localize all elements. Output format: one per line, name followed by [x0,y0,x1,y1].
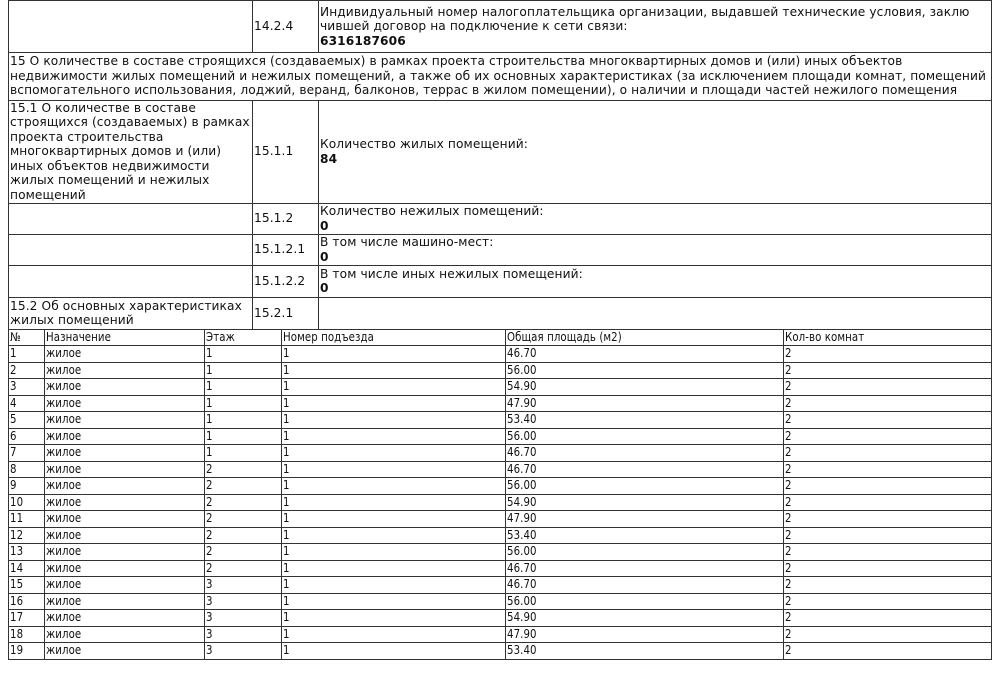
table-row [9,494,992,511]
empty-cell [9,265,253,297]
cell-rooms: 2 [784,544,992,561]
cell-number: 11 [9,511,45,528]
header-floor: Этаж [205,329,282,346]
cell-area: 56.00 [506,428,784,445]
row-15-1-1 [9,100,992,203]
item-label: В том числе иных нежилых помещений: [320,266,583,281]
cell-rooms: 2 [784,643,992,660]
declaration-table [8,0,992,330]
cell-number: 9 [9,478,45,495]
item-label: Индивидуальный номер налогоплательщика организации, выдавшей технические условия, заклю чившей договор на подключение к сети связи: [320,4,970,34]
cell-floor: 3 [205,626,282,643]
cell-area: 46.70 [506,560,784,577]
cell-entrance: 1 [282,362,506,379]
cell-floor: 1 [205,395,282,412]
cell-area: 46.70 [506,346,784,363]
table-row [9,544,992,561]
table-row [9,643,992,660]
cell-area: 54.90 [506,610,784,627]
cell-purpose: жилое [45,643,205,660]
cell-purpose: жилое [45,412,205,429]
cell-rooms: 2 [784,395,992,412]
item-code: 15.1.2 [253,203,319,234]
item-content [319,234,992,265]
table-row [9,527,992,544]
cell-area: 46.70 [506,445,784,462]
cell-purpose: жилое [45,362,205,379]
cell-rooms: 2 [784,412,992,429]
cell-rooms: 2 [784,362,992,379]
cell-number: 1 [9,346,45,363]
header-area: Общая площадь (м2) [506,329,784,346]
cell-floor: 3 [205,577,282,594]
row-15-2-1 [9,297,992,329]
cell-floor: 1 [205,428,282,445]
item-content [319,100,992,203]
cell-purpose: жилое [45,610,205,627]
flats-table-header [9,329,992,346]
cell-rooms: 2 [784,560,992,577]
cell-rooms: 2 [784,428,992,445]
sub-15-2-title: 15.2 Об основных характеристиках жилых помещений [9,297,253,329]
cell-area: 56.00 [506,478,784,495]
cell-floor: 2 [205,527,282,544]
cell-floor: 2 [205,511,282,528]
item-label: В том числе машино-мест: [320,235,494,249]
cell-floor: 1 [205,346,282,363]
table-row [9,560,992,577]
cell-floor: 3 [205,643,282,660]
row-15-1-2-1 [9,234,992,265]
cell-area: 54.90 [506,494,784,511]
cell-number: 17 [9,610,45,627]
cell-number: 14 [9,560,45,577]
item-content [319,203,992,234]
item-value: 6316187606 [320,33,406,48]
cell-floor: 2 [205,461,282,478]
cell-number: 5 [9,412,45,429]
cell-purpose: жилое [45,560,205,577]
row-15-1-2-2 [9,265,992,297]
flats-table-body [9,346,992,660]
item-code: 14.2.4 [253,1,319,53]
table-row [9,593,992,610]
cell-rooms: 2 [784,527,992,544]
cell-rooms: 2 [784,346,992,363]
cell-floor: 2 [205,478,282,495]
header-entrance: Номер подъезда [282,329,506,346]
row-15-1-2 [9,203,992,234]
cell-area: 46.70 [506,577,784,594]
cell-entrance: 1 [282,527,506,544]
table-row [9,478,992,495]
cell-purpose: жилое [45,511,205,528]
table-row [9,346,992,363]
cell-area: 47.90 [506,626,784,643]
header-number: № [9,329,45,346]
cell-purpose: жилое [45,461,205,478]
table-row [9,428,992,445]
item-label: Количество жилых помещений: [320,137,528,151]
cell-entrance: 1 [282,428,506,445]
cell-number: 8 [9,461,45,478]
cell-floor: 1 [205,412,282,429]
table-row [9,511,992,528]
cell-rooms: 2 [784,610,992,627]
cell-floor: 3 [205,610,282,627]
cell-number: 3 [9,379,45,396]
header-purpose: Назначение [45,329,205,346]
cell-rooms: 2 [784,445,992,462]
cell-area: 53.40 [506,527,784,544]
cell-number: 12 [9,527,45,544]
cell-number: 13 [9,544,45,561]
item-code: 15.1.2.1 [253,234,319,265]
item-value: 84 [320,151,338,166]
cell-purpose: жилое [45,527,205,544]
empty-cell [9,234,253,265]
cell-rooms: 2 [784,379,992,396]
cell-entrance: 1 [282,395,506,412]
cell-floor: 1 [205,445,282,462]
cell-number: 4 [9,395,45,412]
sub-15-1-title: 15.1 О количестве в составе строящихся (создаваемых) в рамках проекта строительства многоквартирных домов и (или) иных объектов недвижимости жилых помещений и нежилых помещений [9,100,253,203]
cell-area: 47.90 [506,395,784,412]
empty-cell [319,297,992,329]
section-15-heading: 15 О количестве в составе строящихся (создаваемых) в рамках проекта строительства многоквартирных домов и (или) иных объектов недвижимости жилых помещений и нежилых помещений, а также об их основных характеристиках (за исключением площади комнат, помещений вспомогательного использования, лоджий, веранд, балконов, террас в жилом помещении), о наличии и площади частей нежилого помещения [9,53,992,101]
item-label: Количество нежилых помещений: [320,204,544,218]
item-content [319,1,992,53]
cell-purpose: жилое [45,346,205,363]
cell-entrance: 1 [282,577,506,594]
table-row [9,610,992,627]
cell-entrance: 1 [282,626,506,643]
cell-area: 46.70 [506,461,784,478]
cell-entrance: 1 [282,593,506,610]
cell-number: 7 [9,445,45,462]
cell-entrance: 1 [282,494,506,511]
table-row [9,395,992,412]
cell-rooms: 2 [784,461,992,478]
item-value: 0 [320,218,329,233]
cell-purpose: жилое [45,395,205,412]
cell-floor: 2 [205,494,282,511]
empty-cell [9,203,253,234]
cell-purpose: жилое [45,626,205,643]
flats-table [8,329,992,660]
cell-number: 16 [9,593,45,610]
cell-area: 56.00 [506,593,784,610]
table-row [9,412,992,429]
cell-entrance: 1 [282,643,506,660]
cell-purpose: жилое [45,577,205,594]
cell-area: 47.90 [506,511,784,528]
cell-floor: 1 [205,362,282,379]
item-value: 0 [320,249,329,264]
cell-entrance: 1 [282,511,506,528]
table-row [9,379,992,396]
item-code: 15.1.1 [253,100,319,203]
cell-rooms: 2 [784,593,992,610]
cell-purpose: жилое [45,445,205,462]
cell-entrance: 1 [282,560,506,577]
cell-number: 10 [9,494,45,511]
cell-purpose: жилое [45,379,205,396]
cell-floor: 2 [205,544,282,561]
row-14-2-4 [9,1,992,53]
item-value: 0 [320,281,329,295]
cell-area: 53.40 [506,643,784,660]
cell-purpose: жилое [45,544,205,561]
cell-purpose: жилое [45,494,205,511]
cell-number: 18 [9,626,45,643]
cell-area: 56.00 [506,362,784,379]
table-row [9,577,992,594]
cell-rooms: 2 [784,626,992,643]
cell-entrance: 1 [282,346,506,363]
empty-cell [9,1,253,53]
cell-entrance: 1 [282,461,506,478]
cell-rooms: 2 [784,478,992,495]
cell-entrance: 1 [282,379,506,396]
section-15-heading-row [9,53,992,101]
cell-area: 53.40 [506,412,784,429]
cell-entrance: 1 [282,445,506,462]
cell-area: 54.90 [506,379,784,396]
item-code: 15.2.1 [253,297,319,329]
table-row [9,461,992,478]
item-code: 15.1.2.2 [253,265,319,297]
cell-floor: 2 [205,560,282,577]
cell-rooms: 2 [784,577,992,594]
cell-entrance: 1 [282,478,506,495]
cell-rooms: 2 [784,494,992,511]
cell-floor: 3 [205,593,282,610]
cell-number: 2 [9,362,45,379]
cell-entrance: 1 [282,412,506,429]
cell-rooms: 2 [784,511,992,528]
cell-number: 6 [9,428,45,445]
table-row [9,626,992,643]
table-row [9,362,992,379]
cell-number: 19 [9,643,45,660]
cell-purpose: жилое [45,478,205,495]
cell-floor: 1 [205,379,282,396]
header-rooms: Кол-во комнат [784,329,992,346]
cell-entrance: 1 [282,544,506,561]
cell-purpose: жилое [45,428,205,445]
cell-number: 15 [9,577,45,594]
cell-entrance: 1 [282,610,506,627]
item-content [319,265,992,297]
cell-area: 56.00 [506,544,784,561]
cell-purpose: жилое [45,593,205,610]
document-page [8,0,992,660]
table-row [9,445,992,462]
